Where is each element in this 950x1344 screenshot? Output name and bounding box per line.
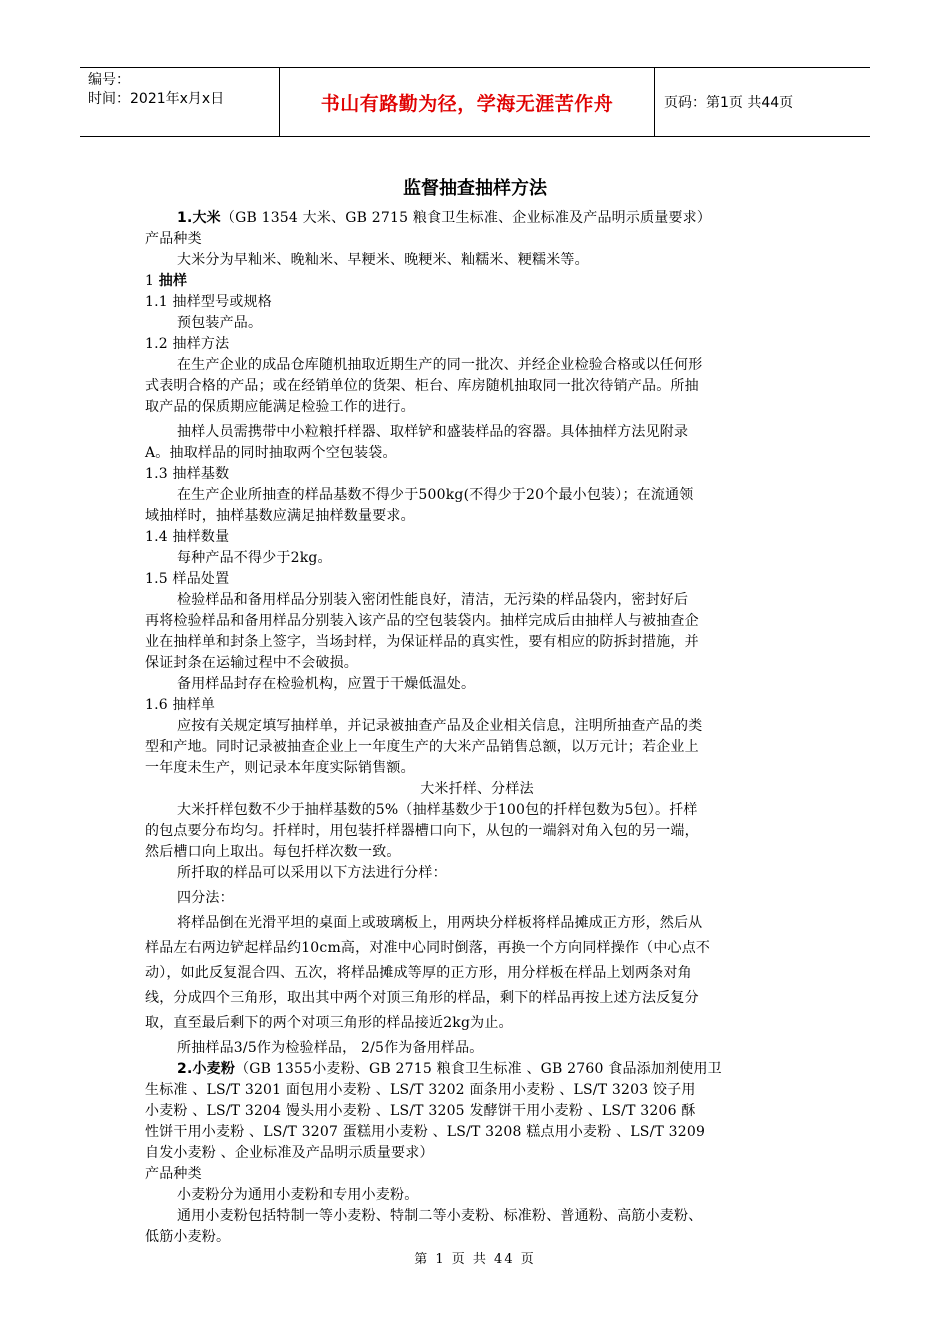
body-line: 大米扦样、分样法 bbox=[420, 781, 534, 797]
body-line: 大米扦样包数不少于抽样基数的5%（抽样基数少于100包的扦样包数为5包）。扦样 bbox=[177, 802, 698, 818]
body-line: 检验样品和备用样品分别装入密闭性能良好，清洁，无污染的样品袋内，密封好后 bbox=[177, 592, 689, 608]
body-line: 保证封条在运输过程中不会破损。 bbox=[145, 655, 358, 671]
body-line: 抽样人员需携带中小粒粮扦样器、取样铲和盛装样品的容器。具体抽样方法见附录 bbox=[177, 424, 689, 440]
body-line: 动），如此反复混合四、五次，将样品摊成等厚的正方形，用分样板在样品上划两条对角 bbox=[145, 965, 692, 981]
doc-code-label: 编号： bbox=[88, 72, 130, 88]
body-line: 产品种类 bbox=[145, 231, 202, 247]
body-line: 在生产企业的成品仓库随机抽取近期生产的同一批次、并经企业检验合格或以任何形 bbox=[177, 357, 703, 373]
body-line: 型和产地。同时记录被抽查企业上一年度生产的大米产品销售总额，以万元计；若企业上 bbox=[145, 739, 699, 755]
body-line: 取产品的保质期应能满足检验工作的进行。 bbox=[145, 399, 415, 415]
body-line: 四分法： bbox=[177, 890, 234, 906]
body-line: 1.大米（GB 1354 大米、GB 2715 粮食卫生标准、企业标准及产品明示质量要求） bbox=[177, 210, 712, 226]
body-line: 每种产品不得少于2kg。 bbox=[177, 550, 332, 566]
body-line: 生标准 、LS/T 3201 面包用小麦粉 、LS/T 3202 面条用小麦粉 、LS/T 3203 饺子用 bbox=[145, 1082, 696, 1098]
body-line: 预包装产品。 bbox=[177, 315, 263, 331]
body-line: 通用小麦粉包括特制一等小麦粉、特制二等小麦粉、标准粉、普通粉、高筋小麦粉、 bbox=[177, 1208, 703, 1224]
header-motto: 书山有路勤为径，学海无涯苦作舟 bbox=[280, 68, 655, 136]
body-line: 线，分成四个三角形，取出其中两个对顶三角形的样品，剩下的样品再按上述方法反复分 bbox=[145, 990, 699, 1006]
body-line: 1.6 抽样单 bbox=[145, 697, 216, 713]
body-line: 产品种类 bbox=[145, 1166, 202, 1182]
body-line: 1.2 抽样方法 bbox=[145, 336, 230, 352]
body-line: 所扦取的样品可以采用以下方法进行分样： bbox=[177, 865, 447, 881]
body-line: 大米分为早籼米、晚籼米、早粳米、晚粳米、籼糯米、粳糯米等。 bbox=[177, 252, 589, 268]
header-page-info: 页码：第1页 共44页 bbox=[664, 95, 794, 111]
body-line: 域抽样时，抽样基数应满足抽样数量要求。 bbox=[145, 508, 415, 524]
body-line: 一年度未生产，则记录本年度实际销售额。 bbox=[145, 760, 415, 776]
body-line: 然后槽口向上取出。每包扦样次数一致。 bbox=[145, 844, 401, 860]
page-footer: 第 1 页 共 44 页 bbox=[414, 1252, 536, 1267]
body-line: 再将检验样品和备用样品分别装入该产品的空包装袋内。抽样完成后由抽样人与被抽查企 bbox=[145, 613, 699, 629]
body-line: 取，直至最后剩下的两个对项三角形的样品接近2kg为止。 bbox=[145, 1015, 513, 1031]
body-line: 备用样品封存在检验机构，应置于干燥低温处。 bbox=[177, 676, 476, 692]
body-line: 自发小麦粉 、企业标准及产品明示质量要求） bbox=[145, 1145, 434, 1161]
body-line: 1.4 抽样数量 bbox=[145, 529, 230, 545]
body-line: A。抽取样品的同时抽取两个空包装袋。 bbox=[145, 445, 397, 461]
body-line: 将样品倒在光滑平坦的桌面上或玻璃板上，用两块分样板将样品摊成正方形，然后从 bbox=[177, 915, 703, 931]
body-line: 样品左右两边铲起样品约10cm高，对准中心同时倒落，再换一个方向同样操作（中心点不 bbox=[145, 940, 711, 956]
page-header bbox=[80, 67, 870, 137]
body-line: 1.3 抽样基数 bbox=[145, 466, 230, 482]
body-line: 2.小麦粉（GB 1355小麦粉、GB 2715 粮食卫生标准 、GB 2760 食品添加剂使用卫 bbox=[177, 1061, 722, 1077]
body-line: 1.5 样品处置 bbox=[145, 571, 230, 587]
document-title: 监督抽查抽样方法 bbox=[403, 178, 547, 199]
document-body bbox=[145, 208, 809, 1248]
body-line: 1 抽样 bbox=[145, 273, 188, 289]
body-line: 所抽样品3/5作为检验样品， 2/5作为备用样品。 bbox=[177, 1040, 484, 1056]
body-line: 应按有关规定填写抽样单，并记录被抽查产品及企业相关信息，注明所抽查产品的类 bbox=[177, 718, 703, 734]
body-line: 1.1 抽样型号或规格 bbox=[145, 294, 272, 310]
doc-date: 时间：2021年x月x日 bbox=[88, 91, 225, 107]
body-line: 在生产企业所抽查的样品基数不得少于500kg(不得少于20个最小包装）；在流通领 bbox=[177, 487, 694, 503]
body-line: 低筋小麦粉。 bbox=[145, 1229, 231, 1245]
body-line: 业在抽样单和封条上签字，当场封样，为保证样品的真实性，要有相应的防拆封措施，并 bbox=[145, 634, 699, 650]
body-line: 小麦粉 、LS/T 3204 馒头用小麦粉 、LS/T 3205 发酵饼干用小麦粉 、LS/T 3206 酥 bbox=[145, 1103, 696, 1119]
body-line: 式表明合格的产品；或在经销单位的货架、柜台、库房随机抽取同一批次待销产品。所抽 bbox=[145, 378, 699, 394]
header-meta bbox=[80, 68, 280, 136]
body-line: 小麦粉分为通用小麦粉和专用小麦粉。 bbox=[177, 1187, 419, 1203]
body-line: 性饼干用小麦粉 、LS/T 3207 蛋糕用小麦粉 、LS/T 3208 糕点用小麦粉 、LS/T 3209 bbox=[145, 1124, 706, 1140]
body-line: 的包点要分布均匀。扦样时，用包装扦样器槽口向下，从包的一端斜对角入包的另一端， bbox=[145, 823, 699, 839]
